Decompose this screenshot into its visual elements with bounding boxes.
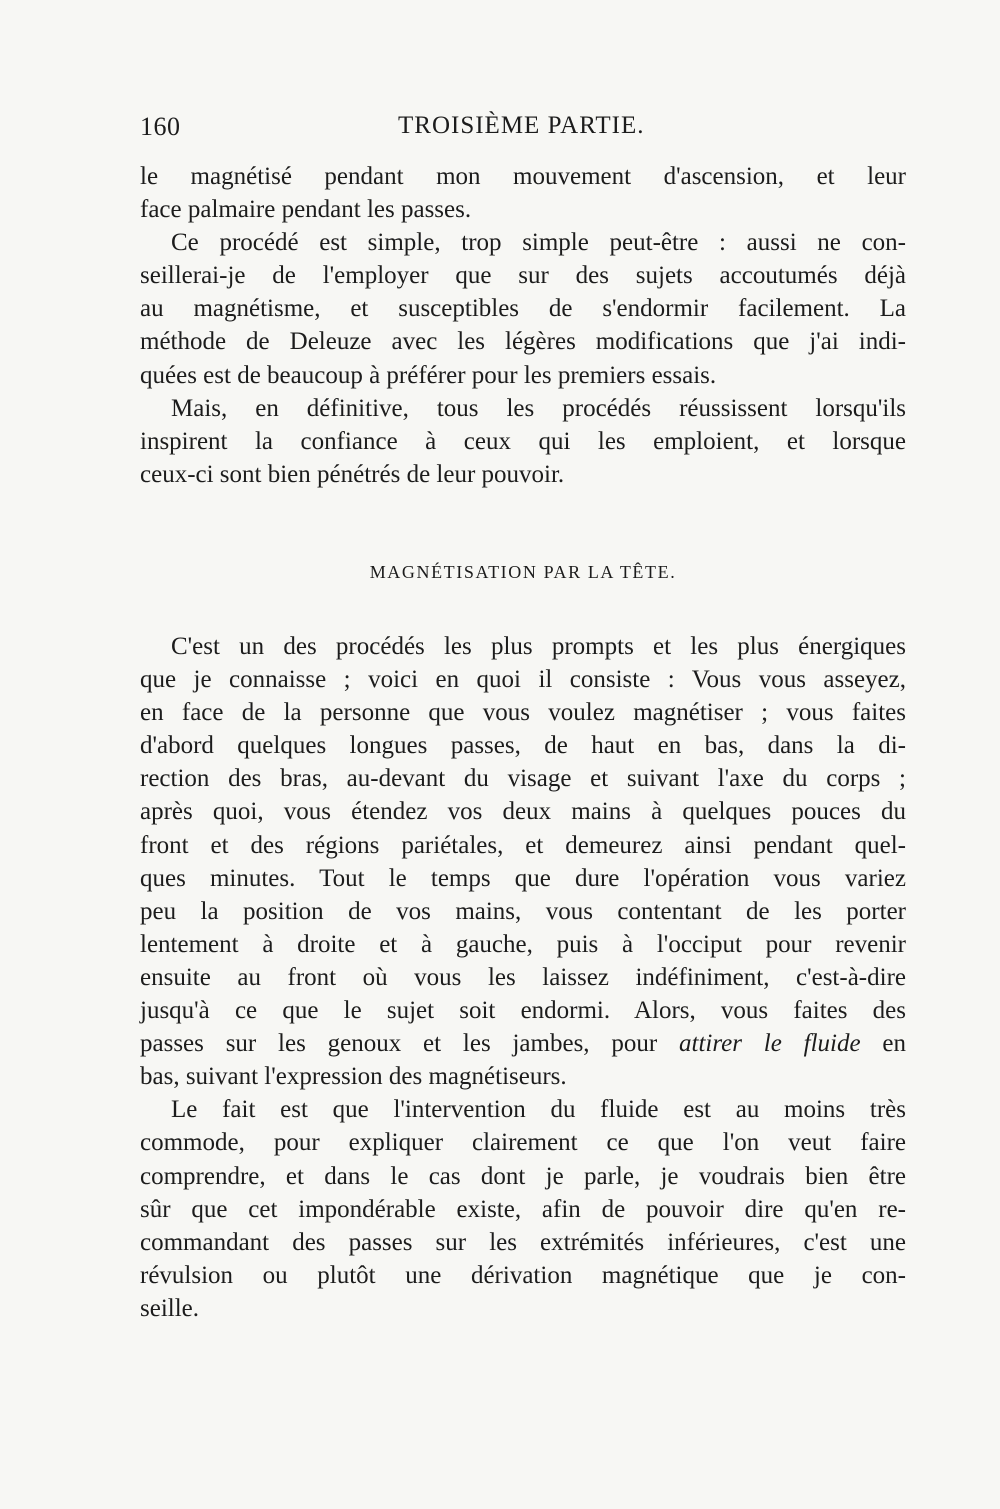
text-line: Ce procédé est simple, trop simple peut-être : aussi ne con-: [171, 229, 906, 257]
text-line: quées est de beaucoup à préférer pour les premiers essais.: [140, 361, 717, 389]
text-line: lentement à droite et à gauche, puis à l'occiput pour revenir: [140, 930, 906, 958]
text-line: le magnétisé pendant mon mouvement d'ascension, et leur: [140, 163, 906, 190]
text-line: peu la position de vos mains, vous contentant de les porter: [140, 897, 906, 925]
text-line: C'est un des procédés les plus prompts et les plus énergiques: [171, 633, 906, 660]
text-line: sûr que cet impondérable existe, afin de pouvoir dire qu'en re-: [140, 1195, 906, 1223]
paragraph-block-2: [140, 630, 906, 1325]
text-line: que je connaisse ; voici en quoi il consiste : Vous vous asseyez,: [140, 666, 906, 694]
text-line: Le fait est que l'intervention du fluide est au moins très: [171, 1096, 906, 1124]
text-line: inspirent la confiance à ceux qui les emploient, et lorsque: [140, 427, 906, 455]
text-line: rection des bras, au-devant du visage et suivant l'axe du corps ;: [140, 765, 906, 793]
text-segment: en: [860, 1030, 906, 1058]
text-line: ceux-ci sont bien pénétrés de leur pouvoir.: [140, 460, 565, 488]
text-line: jusqu'à ce que le sujet soit endormi. Alors, vous faites des: [140, 997, 906, 1025]
text-line: face palmaire pendant les passes.: [140, 196, 472, 224]
text-line: seillerai-je de l'employer que sur des sujets accoutumés déjà: [140, 262, 906, 290]
section-heading: MAGNÉTISATION PAR LA TÊTE.: [369, 562, 677, 582]
text-line: au magnétisme, et susceptibles de s'endormir facilement. La: [140, 295, 906, 323]
text-line: comprendre, et dans le cas dont je parle, je voudrais bien être: [140, 1162, 906, 1190]
page-number: 160: [140, 112, 181, 141]
running-head: TROISIÈME PARTIE.: [398, 112, 645, 139]
text-line-with-emphasis: [140, 1027, 906, 1060]
text-line: Mais, en définitive, tous les procédés réussissent lorsqu'ils: [171, 394, 906, 422]
page-header: [140, 112, 906, 152]
text-line: après quoi, vous étendez vos deux mains à quelques pouces du: [140, 798, 906, 826]
text-line: bas, suivant l'expression des magnétiseurs.: [140, 1063, 567, 1091]
text-line: commandant des passes sur les extrémités inférieures, c'est une: [140, 1228, 906, 1256]
text-line: d'abord quelques longues passes, de haut en bas, dans la di-: [140, 732, 906, 760]
text-line: commode, pour expliquer clairement ce que l'on veut faire: [140, 1129, 906, 1157]
text-line: révulsion ou plutôt une dérivation magnétique que je con-: [140, 1261, 906, 1289]
emphasized-phrase: attirer le fluide: [679, 1030, 861, 1058]
paragraph-block-1: [140, 160, 906, 491]
text-line: ques minutes. Tout le temps que dure l'opération vous variez: [140, 864, 906, 892]
text-line: méthode de Deleuze avec les légères modifications que j'ai indi-: [140, 328, 906, 356]
text-line: front et des régions pariétales, et demeurez ainsi pendant quel-: [140, 831, 906, 859]
text-line: ensuite au front où vous les laissez indéfiniment, c'est-à-dire: [140, 963, 906, 991]
text-segment: passes sur les genoux et les jambes, pour: [140, 1030, 679, 1058]
text-line: seille.: [140, 1294, 200, 1322]
text-line: en face de la personne que vous voulez magnétiser ; vous faites: [140, 699, 906, 727]
